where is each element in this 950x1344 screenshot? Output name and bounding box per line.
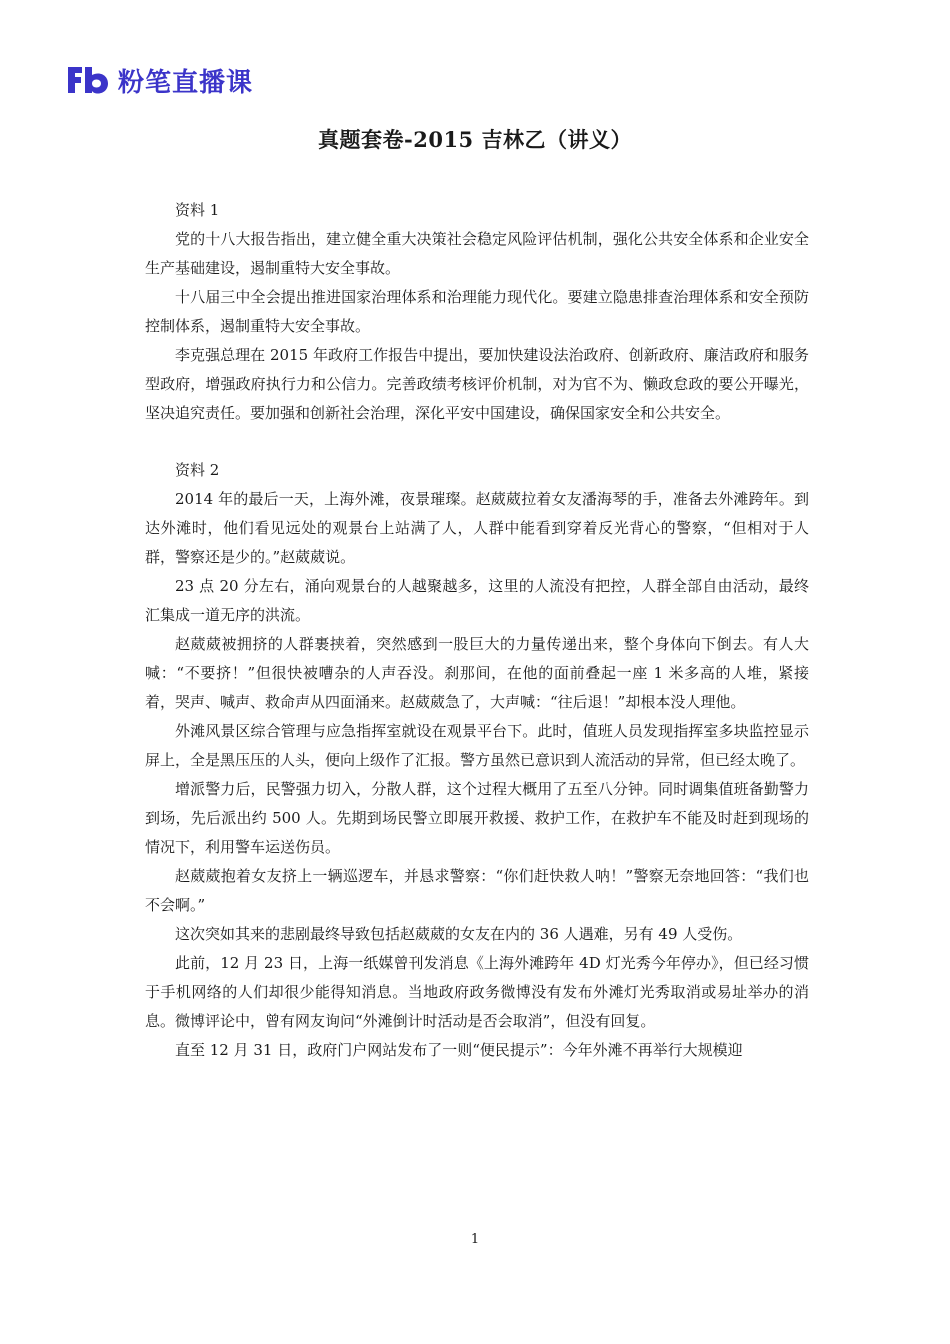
paragraph: 这次突如其来的悲剧最终导致包括赵葳葳的女友在内的 36 人遇难，另有 49 人受伤。 xyxy=(175,925,743,943)
paragraph: 党的十八大报告指出，建立健全重大决策社会稳定风险评估机制，强化公共安全体系和企业安全生产基础建设，遏制重特大安全事故。 xyxy=(145,230,809,277)
paragraph: 直至 12 月 31 日，政府门户网站发布了一则“便民提示”：今年外滩不再举行大规模迎 xyxy=(175,1041,743,1059)
paragraph: 2014 年的最后一天，上海外滩，夜景璀璨。赵葳葳拉着女友潘海琴的手，准备去外滩跨年。到达外滩时，他们看见远处的观景台上站满了人，人群中能看到穿着反光背心的警察，“但相对于人群，警察还是少的。”赵葳葳说。 xyxy=(145,490,809,566)
section-heading: 资料 1 xyxy=(175,201,220,219)
material-section-2 xyxy=(145,456,809,1065)
section-heading: 资料 2 xyxy=(175,461,220,479)
paragraph: 赵葳葳抱着女友挤上一辆巡逻车，并恳求警察：“你们赶快救人呐！”警察无奈地回答：“我们也不会啊。” xyxy=(145,867,809,914)
paragraph: 十八届三中全会提出推进国家治理体系和治理能力现代化。要建立隐患排查治理体系和安全预防控制体系，遏制重特大安全事故。 xyxy=(145,288,809,335)
paragraph: 增派警力后，民警强力切入，分散人群，这个过程大概用了五至八分钟。同时调集值班备勤警力到场，先后派出约 500 人。先期到场民警立即展开救援、救护工作，在救护车不能及时赶到现场的情况下，利用警车运送伤员。 xyxy=(145,780,809,856)
document-title: 真题套卷-2015 吉林乙（讲义） xyxy=(318,127,632,152)
paragraph: 23 点 20 分左右，涌向观景台的人越聚越多，这里的人流没有把控，人群全部自由活动，最终汇集成一道无序的洪流。 xyxy=(145,577,809,624)
brand-logo xyxy=(66,64,253,96)
fenbi-logo-icon xyxy=(66,65,110,95)
document-body xyxy=(145,196,809,1093)
paragraph: 此前，12 月 23 日，上海一纸媒曾刊发消息《上海外滩跨年 4D 灯光秀今年停办》，但已经习惯于手机网络的人们却很少能得知消息。当地政府政务微博没有发布外滩灯光秀取消或易址举办的消息。微博评论中，曾有网友询问“外滩倒计时活动是否会取消”，但没有回复。 xyxy=(145,954,809,1030)
material-section-1 xyxy=(145,196,809,428)
logo-text: 粉笔直播课 xyxy=(118,67,254,98)
page-number: 1 xyxy=(470,1232,480,1247)
paragraph: 赵葳葳被拥挤的人群裹挟着，突然感到一股巨大的力量传递出来，整个身体向下倒去。有人大喊：“不要挤！”但很快被嘈杂的人声吞没。刹那间，在他的面前叠起一座 1 米多高的人堆，紧接着，哭声、喊声、救命声从四面涌来。赵葳葳急了，大声喊：“往后退！”却根本没人理他。 xyxy=(145,635,809,711)
paragraph: 外滩风景区综合管理与应急指挥室就设在观景平台下。此时，值班人员发现指挥室多块监控显示屏上，全是黑压压的人头，便向上级作了汇报。警方虽然已意识到人流活动的异常，但已经太晚了。 xyxy=(145,722,809,769)
paragraph: 李克强总理在 2015 年政府工作报告中提出，要加快建设法治政府、创新政府、廉洁政府和服务型政府，增强政府执行力和公信力。完善政绩考核评价机制，对为官不为、懒政怠政的要公开曝光，坚决追究责任。要加强和创新社会治理，深化平安中国建设，确保国家安全和公共安全。 xyxy=(145,346,809,422)
